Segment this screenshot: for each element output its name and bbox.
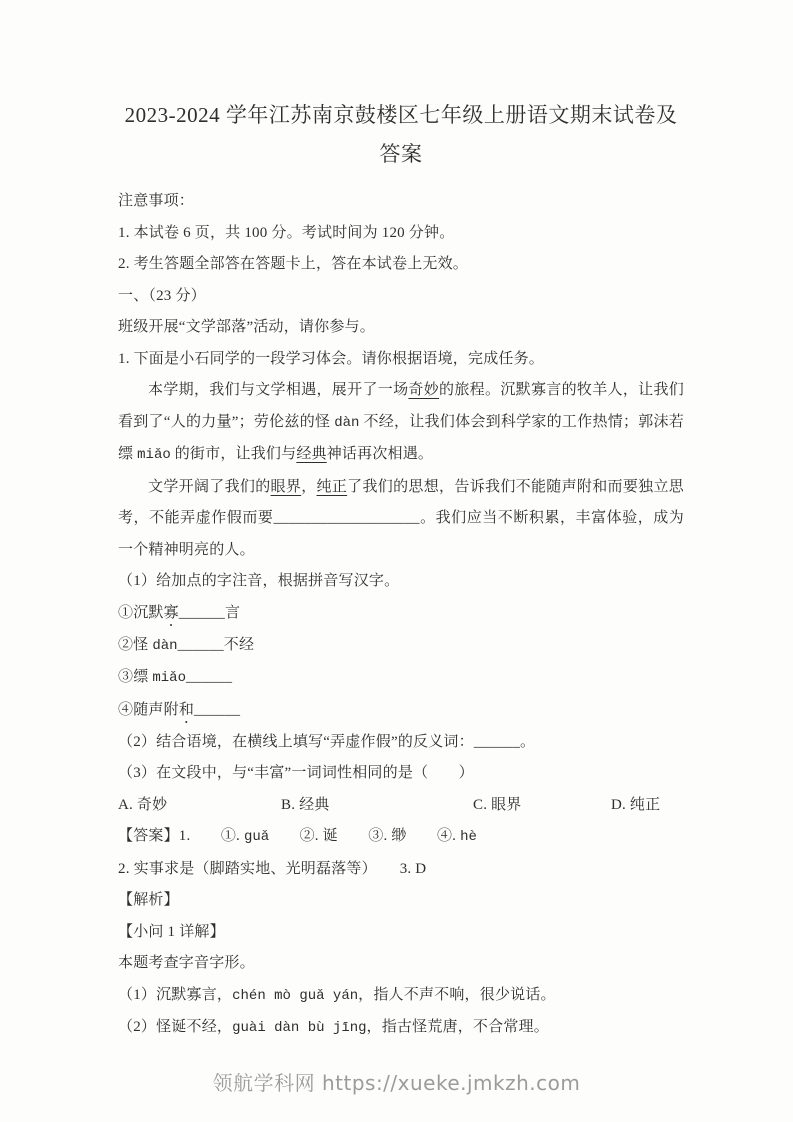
text-line <box>118 344 684 376</box>
text-line <box>118 186 684 218</box>
text-line <box>118 281 684 313</box>
watermark-footer <box>0 1067 793 1096</box>
text-line <box>118 218 684 250</box>
paragraph <box>118 375 684 472</box>
text-line <box>118 566 684 598</box>
text-segment: 不经，让我们体会到科学家的工作热情；郭沫若缥 <box>118 413 684 462</box>
text-line <box>118 948 684 980</box>
text-line <box>118 980 684 1013</box>
text-segment: 2. 实事求是（脚踏实地、光明磊落等） 3. D <box>118 860 427 877</box>
text-segment: 本学期，我们与文学相遇，展开了一场 <box>148 382 409 398</box>
text-segment: 。我们应当不断积累，丰富体验，成为一个精神明亮的人。 <box>118 510 684 558</box>
text-segment: 【解析】 <box>118 892 179 908</box>
text-segment: （2）怪诞不经， <box>118 1019 233 1035</box>
text-segment: 神话再次相遇。 <box>326 446 434 462</box>
text-segment: ___________________ <box>273 510 420 526</box>
page-title-line1: 2023-2024 学年江苏南京鼓楼区七年级上册语文期末试卷及 <box>124 103 678 127</box>
options-row <box>118 790 684 822</box>
text-segment: 文学开阔了我们的 <box>148 478 271 495</box>
option: D. 纯正 <box>611 796 661 813</box>
pinyin-text: miǎo <box>152 670 186 686</box>
underlined-word: 奇妙 <box>408 382 440 398</box>
text-line <box>118 630 684 663</box>
text-line <box>118 1012 684 1045</box>
text-segment: 2. 考生答题全部答在答题卡上，答在本试卷上无效。 <box>118 256 469 272</box>
text-segment: ，指人不声不响，很少说话。 <box>358 986 556 1003</box>
pinyin-text: chén mò guǎ yán <box>232 987 359 1004</box>
text-segment: ______不经 <box>177 636 255 653</box>
page-title <box>118 96 684 174</box>
text-segment: 【小问 1 详解】 <box>118 923 225 940</box>
pinyin-text: guài dàn bù jīng <box>232 1020 367 1036</box>
text-line <box>118 854 684 886</box>
text-segment: 【答案】1. ①. <box>118 828 244 844</box>
text-segment: （1）沉默寡言， <box>118 986 233 1003</box>
text-segment: 班级开展“文学部落”活动，请你参与。 <box>118 319 375 335</box>
pinyin-text: hè <box>460 829 477 845</box>
text-segment: ______ <box>194 701 241 718</box>
underlined-word: 经典 <box>296 446 327 462</box>
underlined-word: 纯正 <box>316 478 348 495</box>
text-segment: （2）结合语境，在横线上填写“弄虚作假”的反义词：______。 <box>118 733 536 750</box>
text-segment: ②怪 <box>118 636 153 653</box>
underlined-word: 眼界 <box>270 478 302 495</box>
text-segment: 注意事项： <box>118 193 195 209</box>
option: B. 经典 <box>281 796 330 813</box>
pinyin-text: miǎo <box>137 447 171 463</box>
paragraph <box>118 472 684 567</box>
text-segment: ，指古怪荒唐，不合常理。 <box>366 1019 549 1035</box>
text-segment: ， <box>301 478 317 495</box>
text-segment: 一、（23 分） <box>118 287 206 304</box>
text-segment: ④随声附 <box>118 701 179 718</box>
text-segment: （1）给加点的字注音，根据拼音写汉字。 <box>118 573 400 589</box>
text-segment: 了我们的思想，告诉我们不能随声附和而要独立思考，不能弄虚作假而要 <box>118 478 685 526</box>
text-line <box>118 758 684 790</box>
pinyin-text: dàn <box>152 637 178 654</box>
text-line <box>118 312 684 344</box>
text-segment: ②. 诞 ③. 缈 ④. <box>269 828 461 844</box>
text-line <box>118 249 684 281</box>
pinyin-text: guǎ <box>243 829 270 845</box>
text-segment: ①沉默 <box>118 604 164 621</box>
document-body <box>118 186 684 1045</box>
text-line <box>118 695 684 727</box>
text-segment: ______言 <box>178 604 241 621</box>
watermark-text: 领航学科网 https://xueke.jmkzh.com <box>212 1071 581 1095</box>
text-line <box>118 598 684 630</box>
text-line <box>118 662 684 695</box>
pinyin-text: dàn <box>334 414 360 431</box>
text-line <box>118 821 684 854</box>
text-line <box>118 727 684 759</box>
text-line <box>118 885 684 917</box>
text-segment: （3）在文段中，与“丰富”一词词性相同的是（ ） <box>118 765 474 781</box>
text-segment: 的街市，让我们与 <box>170 446 297 462</box>
text-segment: 的旅程。沉默寡言的牧羊人，让我们看到了“人的力量”；劳伦兹的怪 <box>118 382 685 430</box>
page-title-line2: 答案 <box>379 142 423 166</box>
text-segment: 1. 下面是小石同学的一段学习体会。请你根据语境，完成任务。 <box>118 350 545 367</box>
dotted-char: 和 <box>178 701 195 718</box>
text-segment: ______ <box>185 669 233 685</box>
text-segment: 1. 本试卷 6 页，共 100 分。考试时间为 120 分钟。 <box>118 224 455 241</box>
text-segment: ③缥 <box>118 669 153 685</box>
option: C. 眼界 <box>473 796 522 813</box>
option: A. 奇妙 <box>118 796 168 813</box>
text-segment: 本题考查字音字形。 <box>118 955 255 971</box>
text-line <box>118 917 684 949</box>
dotted-char: 寡 <box>163 604 179 621</box>
